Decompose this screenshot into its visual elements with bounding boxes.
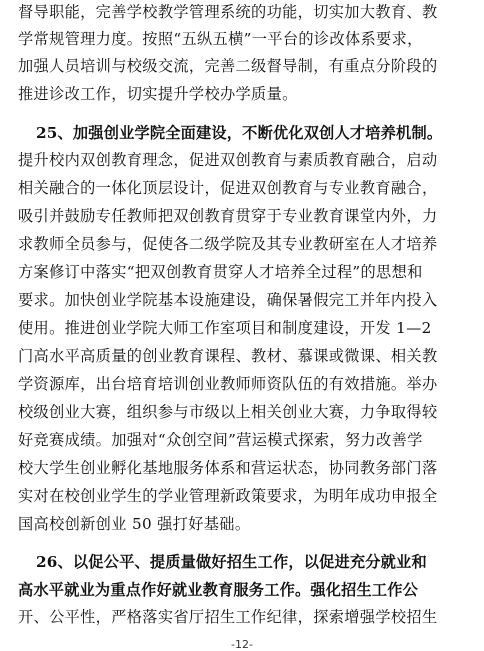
- text-line: 学资源库，出台培育培训创业教师师资队伍的有效措施。举办: [18, 375, 438, 393]
- text-line: 门高水平高质量的创业教育课程、教材、慕课或微课、相关教: [18, 347, 438, 365]
- text-line: 方案修订中落实“把双创教育贯穿人才培养全过程”的思想和: [18, 263, 423, 281]
- text-line: 国高校创新创业 50 强打好基础。: [18, 515, 251, 533]
- section-heading-25: 25、加强创业学院全面建设，不断优化双创人才培养机制。: [36, 124, 443, 142]
- text-line: 督导职能，完善学校教学管理系统的功能，切实加大教育、教: [18, 3, 438, 21]
- section-heading-26-cont: 高水平就业为重点作好就业教育服务工作。强化招生工作公: [18, 581, 419, 599]
- text-line: 校级创业大赛，组织参与市级以上相关创业大赛，力争取得较: [18, 403, 438, 421]
- text-line: 相关融合的一体化顶层设计，促进双创教育与专业教育融合，: [18, 179, 438, 197]
- text-line: 学常规管理力度。按照“五纵五横”一平台的诊改体系要求，: [18, 30, 423, 48]
- text-line: 求教师全员参与，促使各二级学院及其专业教研室在人才培养: [18, 235, 438, 253]
- text-line: 开、公平性，严格落实省厅招生工作纪律，探索增强学校招生: [18, 608, 438, 626]
- text-line: 要求。加快创业学院基本设施建设，确保暑假完工并年内投入: [18, 291, 438, 309]
- text-line: 使用。推进创业学院大师工作室项目和制度建设，开发 1—2: [18, 319, 432, 337]
- text-line: 加强人员培训与校级交流，完善二级督导制，有重点分阶段的: [18, 57, 438, 75]
- page-number: -12-: [231, 638, 253, 651]
- text-line: 吸引并鼓励专任教师把双创教育贯穿于专业教育课堂内外，力: [18, 207, 438, 225]
- text-line: 好竞赛成绩。加强对“众创空间”营运模式探索，努力改善学: [18, 431, 423, 449]
- text-line: 提升校内双创教育理念，促进双创教育与素质教育融合，启动: [18, 151, 438, 169]
- text-line: 实对在校创业学生的学业管理新政策要求，为明年成功申报全: [18, 487, 438, 505]
- text-line: 校大学生创业孵化基地服务体系和营运状态，协同教务部门落: [18, 459, 438, 477]
- text-line: 推进诊改工作，切实提升学校办学质量。: [18, 85, 298, 103]
- section-heading-26: 26、以促公平、提质量做好招生工作，以促进充分就业和: [36, 553, 427, 571]
